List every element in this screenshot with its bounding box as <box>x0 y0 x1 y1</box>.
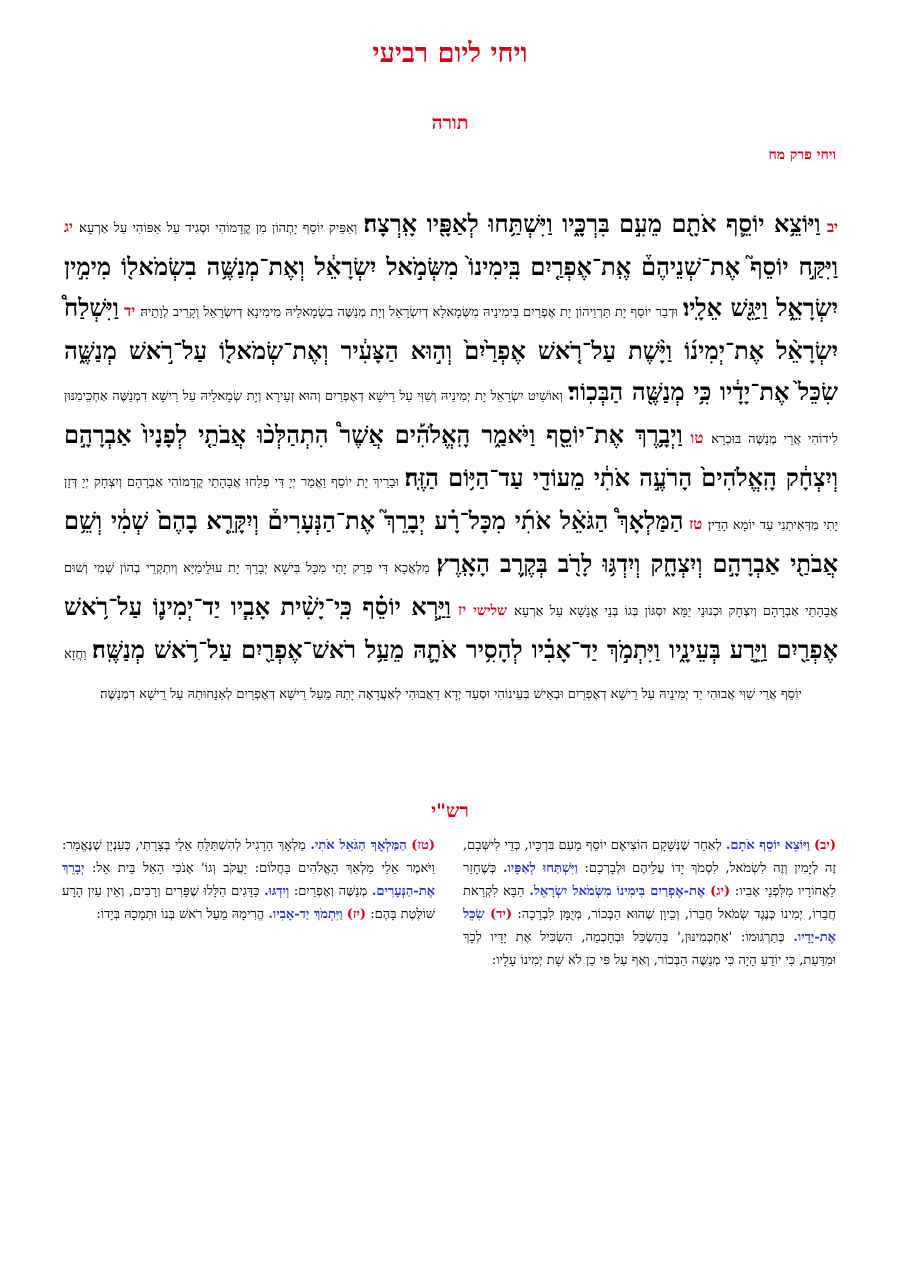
aliyah-marker: שלישי <box>473 603 507 619</box>
rashi-text: כַּדָּגִים הַלָּלוּ שֶׁפָּרִים וְרָבִים, וְאֵין עַיִן הָרָע שׁוֹלֶטֶת בָּהֶם: <box>62 884 435 922</box>
rashi-text: כְּשֶׁחָזַר לַאֲחוֹרָיו מִלִּפְנֵי אָבִיו: <box>463 861 836 899</box>
rashi-text: הֱרִימָהּ מֵעַל רֹאשׁ בְּנוֹ וּתְמָכָהּ בְּיָדוֹ: <box>96 907 265 922</box>
verse-hebrew: וַיְבָ֥רֶךְ אֶת־יוֹסֵ֖ף וַיֹּאמַ֑ר הָֽאֱלֹהִ֡ים אֲשֶׁר֩ הִתְהַלְּכ֨וּ אֲבֹתַ֤י לְפָנָיו֙ אַבְרָהָ֣ם וְיִצְחָ֔ק הָֽאֱלֹהִים֙ הָרֹעֶ֣ה אֹתִ֔י מֵעוֹדִ֖י עַד־הַיּ֥וֹם הַזֶּֽה׃ <box>64 420 838 492</box>
verse-targum: וְאַפֵּיק יוֹסֵף יָתְהוֹן מִן קֳדָמוֹהִי וּסְגִיד עַל אַפּוֹהִי עַל אַרְעָא׃ <box>79 221 358 236</box>
page-title: ויחי ליום רביעי <box>372 38 528 69</box>
rashi-heading: וַיּוֹצֵא יוֹסֵף אֹתָם. <box>725 838 810 853</box>
rashi-verse-number: (יב) <box>814 838 836 853</box>
rashi-heading: יְבָרֵךְ אֶת-הַנְּעָרִים. <box>62 861 435 899</box>
verse-number: יז <box>458 601 467 619</box>
rashi-heading: וַיִּשְׁתַּחוּ לְאַפָּיו. <box>503 861 578 876</box>
verse-targum: מַלְאֲכָא דִּי פְרַק יָתִי מִכָּל בִּישָׁא יְבָרֵךְ יָת עוּלֵימַיָּא וְיִתְקְרֵי בְהוֹן שְׁמִי וְשׁוּם אֲבָהָתַי אַבְרָהָם וְיִצְחָק וּכְנוּנֵי יַמָּא יִסְגּוֹן בְּגוֹ בְּנֵי אֱנָשָׁא עַל אַרְעָא׃ <box>64 561 838 619</box>
chapter-label: ויחי פרק מח <box>768 147 836 163</box>
rashi-heading: שִׂכֵּל אֶת-יָדָיו. <box>463 907 836 945</box>
rashi-heading: הַמַּלְאָךְ הַגֹּאֵל אֹתִי. <box>310 838 407 853</box>
verse-hebrew: וַיִּשְׁלַח֩ יִשְׂרָאֵ֨ל אֶת־יְמִינ֜וֹ וַיָּ֨שֶׁת עַל־רֹ֤אשׁ אֶפְרַ֙יִם֙ וְה֣וּא הַצָּעִ֔יר וְאֶת־שְׂמֹאל֖וֹ עַל־רֹ֣אשׁ מְנַשֶּׁ֑ה שִׂכֵּל֙ אֶת־יָדָ֔יו כִּ֥י מְנַשֶּׁ֖ה הַבְּכֽוֹר׃ <box>64 293 838 406</box>
verse <box>73 209 838 238</box>
rashi-text: לְאַחַר שֶׁנְּשָׁקָם הוֹצִיאָם יוֹסֵף מֵעִם בִּרְכָּיו, כְּדֵי לִישְּׁבָם, זֶה לְיָמִין וְזֶה לִשְׂמֹאל, לִסְמֹךְ יָדוֹ עֲלֵיהֶם וּלְבָרְכָם: <box>463 838 836 876</box>
verse-targum: וְאוֹשֵׁיט יִשְׂרָאֵל יָת יְמִינֵיהּ וְשַׁוִּי עַל רֵישָׁא דְאֶפְרַיִם וְהוּא זְעֵירָא וְיָת שְׂמָאלֵיהּ עַל רֵישָׁא דִמְנַשֶּׁה אַחְכֵּימִנּוּן לִידוֹהִי אֲרֵי מְנַשֶּׁה בּוּכְרָא׃ <box>64 389 838 447</box>
rashi-column-right <box>463 834 836 972</box>
rashi-entry <box>62 838 435 876</box>
verse-hebrew: וַיַּ֣רְא יוֹסֵ֗ף כִּֽי־יָשִׁ֨ית אָבִ֧יו יַד־יְמִינ֛וֹ עַל־רֹ֥אשׁ אֶפְרַ֖יִם וַיֵּ֣רַע בְּעֵינָ֑יו וַיִּתְמֹ֣ךְ יַד־אָבִ֗יו לְהָסִ֥יר אֹתָ֛הּ מֵעַ֥ל רֹאשׁ־אֶפְרַ֖יִם עַל־רֹ֥אשׁ מְנַשֶּֽׁה׃ <box>64 592 839 664</box>
verse-number: טו <box>690 429 704 447</box>
verse-number: יב <box>826 218 838 236</box>
rashi-commentary <box>62 834 836 972</box>
torah-text <box>64 205 838 714</box>
rashi-text: הַבָּא לִקְרַאת חֲבֵרוֹ, יְמִינוֹ כְּנֶגֶד שְׂמֹאל חֲבֵרוֹ, וְכֵיוָן שֶׁהוּא הַבְּכוֹר, מְיֻמָּן לִבְרָכָה: <box>463 884 836 922</box>
section-title-rashi: רש"י <box>431 800 469 822</box>
rashi-verse-number: (יד) <box>490 907 512 922</box>
rashi-verse-number: (יג) <box>710 884 731 899</box>
rashi-heading: אֶת-אֶפְרַיִם בִּימִינוֹ מִשְּׂמֹאל יִשְׂרָאֵל. <box>529 884 706 899</box>
verse-number: יד <box>124 302 136 320</box>
verse-number: טז <box>689 515 703 533</box>
rashi-text: מְנַשֶּׁה וְאֶפְרַיִם: <box>293 884 368 899</box>
verse-targum: וּבָרֵיךְ יָת יוֹסֵף וַאֲמַר יְיָ דִּי פְלַחוּ אֲבָהָתַי קֳדָמוֹהִי אַבְרָהָם וְיִצְחָק יְיָ דְּזָן יָתִי מִדְּאִיתַנִי עַד יוֹמָא הָדֵין׃ <box>64 475 839 533</box>
rashi-heading: וַיִּתְמֹךְ יַד-אָבִיו. <box>268 907 343 922</box>
section-title-torah: תורה <box>431 112 469 134</box>
verse-number: יג <box>64 218 73 236</box>
rashi-entry <box>96 907 366 922</box>
rashi-text: מַלְאָךְ הָרָגִיל לְהִשְׁתַּלֵּחַ אֵלַי בְּצָרָתִי, כְּעִנְיָן שֶׁנֶּאֱמַר: וַיֹּאמֶר אֵלַי מַלְאַךְ הָאֱלֹהִים בַּחֲלוֹם: יַעֲקֹב וְגוֹ' אָנֹכִי הָאֵל בֵּית אֵל: <box>62 838 436 876</box>
rashi-verse-number: (טז) <box>411 838 436 853</box>
verse-hebrew: וַיִּקַּ֣ח יוֹסֵף֮ אֶת־שְׁנֵיהֶם֒ אֶֽת־אֶפְרַ֤יִם בִּֽימִינוֹ֙ מִשְּׂמֹ֣אל יִשְׂרָאֵ֔ל וְאֶת־מְנַשֶּׁ֥ה בִשְׂמֹאל֖וֹ מִימִ֣ין יִשְׂרָאֵ֑ל וַיַּגֵּ֖שׁ אֵלָֽיו׃ <box>64 252 838 322</box>
rashi-verse-number: (יז) <box>346 907 367 922</box>
rashi-heading: וְיִדְגּוּ. <box>264 884 290 899</box>
verse-targum: וּדְבַר יוֹסֵף יָת תַּרְוֵיהוֹן יָת אֶפְרַיִם בִּימִינֵיהּ מִשְּׂמָאלָא דְיִשְׂרָאֵל וְיָת מְנַשֶּׁה בִשְׂמָאלֵיהּ מִימִינָא דְיִשְׂרָאֵל וְקָרֵיב לְוָתֵיהּ׃ <box>140 305 678 320</box>
verse-hebrew: וַיּוֹצֵ֥א יוֹסֵ֛ף אֹתָ֖ם מֵעִ֣ם בִּרְכָּ֑יו וַיִּשְׁתַּ֥חוּ לְאַפָּ֖יו אָֽרְצָה׃ <box>363 209 821 238</box>
verse-hebrew: הַמַּלְאָךְ֩ הַגֹּאֵ֨ל אֹתִ֜י מִכָּל־רָ֗ע יְבָרֵךְ֮ אֶת־הַנְּעָרִים֒ וְיִקָּרֵ֤א בָהֶם֙ שְׁמִ֔י וְשֵׁ֥ם אֲבֹתַ֖י אַבְרָהָ֣ם וְיִצְחָ֑ק וְיִדְגּ֥וּ לָרֹ֖ב בְּקֶ֥רֶב הָאָֽרֶץ׃ <box>64 506 838 578</box>
rashi-column-left <box>62 834 435 972</box>
verse-targum: וַחֲזָא יוֹסֵף אֲרֵי שַׁוִּי אֲבוּהִי יַד יְמִינֵיהּ עַל רֵישָׁא דְאֶפְרַיִם וּבְאֵישׁ בְּעֵינוֹהִי וּסְעַד יְדָא דַאֲבוּהִי לְאַעֲדָאָה יָתַהּ מֵעַל רֵישָׁא דְאֶפְרַיִם לְאַנָּחוּתַהּ עַל רֵישָׁא דִמְנַשֶּׁה׃ <box>64 647 802 702</box>
rashi-text: כְּתַרְגּוּמוֹ: 'אַחְכְּמִינּוּן,' בְּהַשְׂכֵּל וּבְחָכְמָה, הִשְׂכִּיל אֶת יָדָיו לְכָךְ וּמִדַּעַת, כִּי יוֹדֵעַ הָיָה כִּי מְנַשֶּׁה הַבְּכוֹר, וְאַף עַל פִּי כֵן לֹא שָׁת יְמִינוֹ עָלָיו: <box>463 930 836 968</box>
